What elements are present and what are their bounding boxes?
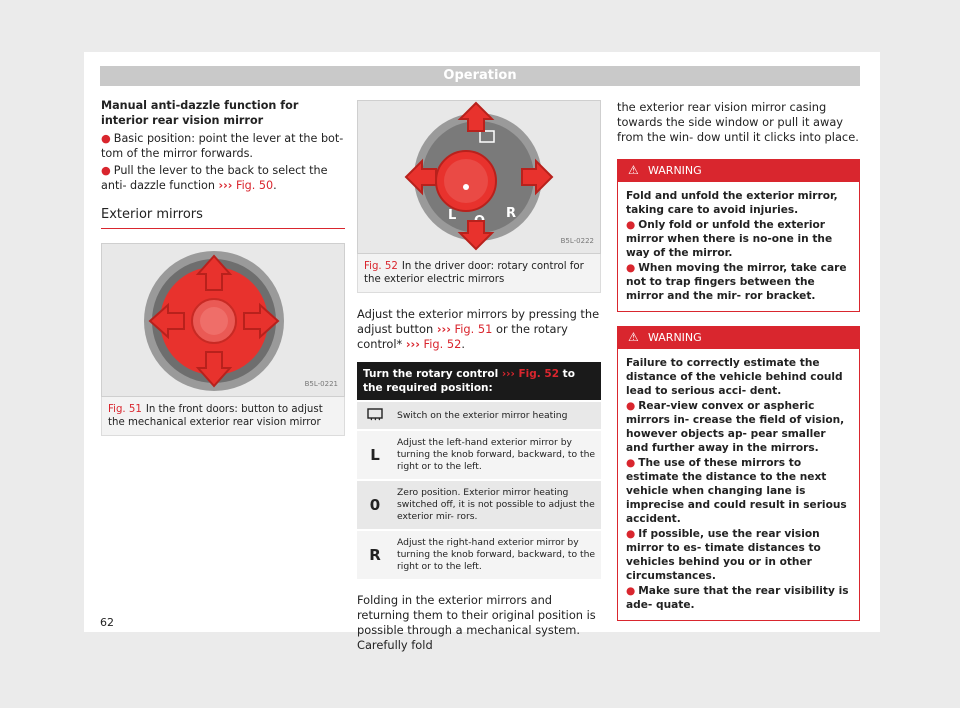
table-row (357, 530, 601, 579)
warning-box-1 (617, 159, 860, 312)
bullet-icon: ● (626, 262, 636, 274)
table-header: Turn the rotary control ››› Fig. 52 to the required position: (357, 362, 601, 401)
body-paragraph: Adjust the exterior mirrors by pressing the adjust button ››› Fig. 51 or the rotary control* ››› Fig. 52. (357, 307, 600, 351)
rotary-knob-top (444, 159, 488, 203)
table-cell: Adjust the left-hand exterior mirror by turning the knob forward, backward, to the right or to the left. (393, 430, 601, 480)
bullet-item: ● Basic position: point the lever at the bot- tom of the mirror forwards. (101, 132, 344, 160)
warning-body: Fold and unfold the exterior mirror, taking care to avoid injuries. ● Only fold or unfold the exterior mirror when there is no-one in the way of the mirror. ● When moving the mirror, take care not to trap fingers between the mirror and the mir- ror bracket. (618, 182, 859, 311)
table-cell: Switch on the exterior mirror heating (393, 401, 601, 430)
page-number: 62 (100, 616, 114, 629)
bullet-item: ● Only fold or unfold the exterior mirror when there is no-one in the way of the mirror. (626, 219, 833, 259)
bullet-icon: ● (626, 219, 636, 231)
symbol-cell: 0 (357, 480, 393, 530)
ref-arrows: ››› (436, 322, 451, 336)
table-cell: Zero position. Exterior mirror heating switched off, it is not possible to adjust the exterior mir- rors. (393, 480, 601, 530)
subheading-exterior-mirrors: Exterior mirrors (101, 207, 345, 229)
figure-51 (101, 243, 345, 397)
figure-label: Fig. 51 (108, 404, 142, 415)
bullet-item: ● If possible, use the rear vision mirror to es- timate distances to vehicles behind you or in other circumstances. (626, 528, 821, 582)
bullet-item: ● The use of these mirrors to estimate the distance to the next vehicle when changing lane is imprecise and could result in serious accident. (626, 457, 847, 525)
rotary-positions-table (357, 362, 601, 579)
table-cell: Adjust the right-hand exterior mirror by turning the knob forward, backward, to the right or to the left. (393, 530, 601, 579)
bullet-icon: ● (626, 400, 636, 412)
figure-51-caption: Fig. 51 In the front doors: button to adjust the mechanical exterior rear vision mirror (101, 397, 345, 436)
symbol-cell: R (357, 530, 393, 579)
heating-icon (357, 401, 393, 430)
column-1 (101, 98, 345, 436)
ref-arrows: ››› (218, 179, 233, 192)
table-row (357, 480, 601, 530)
warning-triangle-icon: ⚠ (628, 163, 639, 177)
warning-box-2 (617, 326, 860, 621)
body-paragraph: the exterior rear vision mirror casing towards the side window or pull it away from the win- dow until it clicks into place. (617, 100, 859, 144)
mirror-button-illustration (102, 244, 344, 396)
warning-triangle-icon: ⚠ (628, 330, 639, 344)
rotary-control-illustration (358, 101, 600, 253)
figure-label: Fig. 52 (364, 261, 398, 272)
ref-arrows: ››› (405, 337, 420, 351)
column-2 (357, 100, 601, 655)
knob-indicator (463, 184, 469, 190)
warning-header: ⚠ WARNING (618, 327, 859, 349)
knob-letter-l: L (448, 208, 457, 223)
warning-body: Failure to correctly estimate the distance of the vehicle behind could lead to serious acci- dent. ● Rear-view convex or aspheric mirrors in- crease the field of vision, however objects ap- pear smaller and further away in the mirrors. ● The use of these mirrors to estimate the distance to the next vehicle when changing lane is imprecise and could result in serious accident. ● If possible, use the rear vision mirror to es- timate distances to vehicles behind you or in other circumstances. ● Make sure that the rear visibility is ade- quate. (618, 349, 859, 620)
figure-code: B5L-0221 (304, 380, 338, 388)
page-header: Operation (100, 66, 860, 86)
bullet-item: ● Make sure that the rear visibility is ade- quate. (626, 585, 849, 611)
bullet-icon: ● (101, 164, 111, 177)
figure-link[interactable]: Fig. 52 (518, 368, 560, 380)
figure-52 (357, 100, 601, 254)
bullet-icon: ● (101, 132, 111, 145)
button-center-inner (200, 307, 228, 335)
symbol-cell: L (357, 430, 393, 480)
bullet-icon: ● (626, 457, 636, 469)
figure-link[interactable]: Fig. 50 (235, 179, 274, 192)
figure-link[interactable]: Fig. 51 (454, 322, 493, 336)
figure-link[interactable]: Fig. 52 (423, 337, 462, 351)
section-heading: Manual anti-dazzle function for interior rear vision mirror (101, 99, 299, 127)
figure-52-caption: Fig. 52 In the driver door: rotary control for the exterior electric mirrors (357, 254, 601, 293)
bullet-icon: ● (626, 528, 636, 540)
knob-letter-r: R (506, 206, 517, 221)
bullet-item: ● Pull the lever to the back to select the anti- dazzle function ››› Fig. 50. (101, 164, 328, 192)
warning-header: ⚠ WARNING (618, 160, 859, 182)
table-row (357, 430, 601, 480)
bullet-icon: ● (626, 585, 636, 597)
bullet-item: ● When moving the mirror, take care not to trap fingers between the mirror and the mir- ror bracket. (626, 262, 847, 302)
table-row (357, 401, 601, 430)
figure-code: B5L-0222 (560, 237, 594, 245)
bullet-item: ● Rear-view convex or aspheric mirrors in- crease the field of vision, however objects ap- pear smaller and further away in the mirrors. (626, 400, 845, 454)
column-3 (617, 100, 860, 621)
body-paragraph: Folding in the exterior mirrors and returning them to their original position is possible through a mechanical system. Carefully fold (357, 593, 596, 652)
